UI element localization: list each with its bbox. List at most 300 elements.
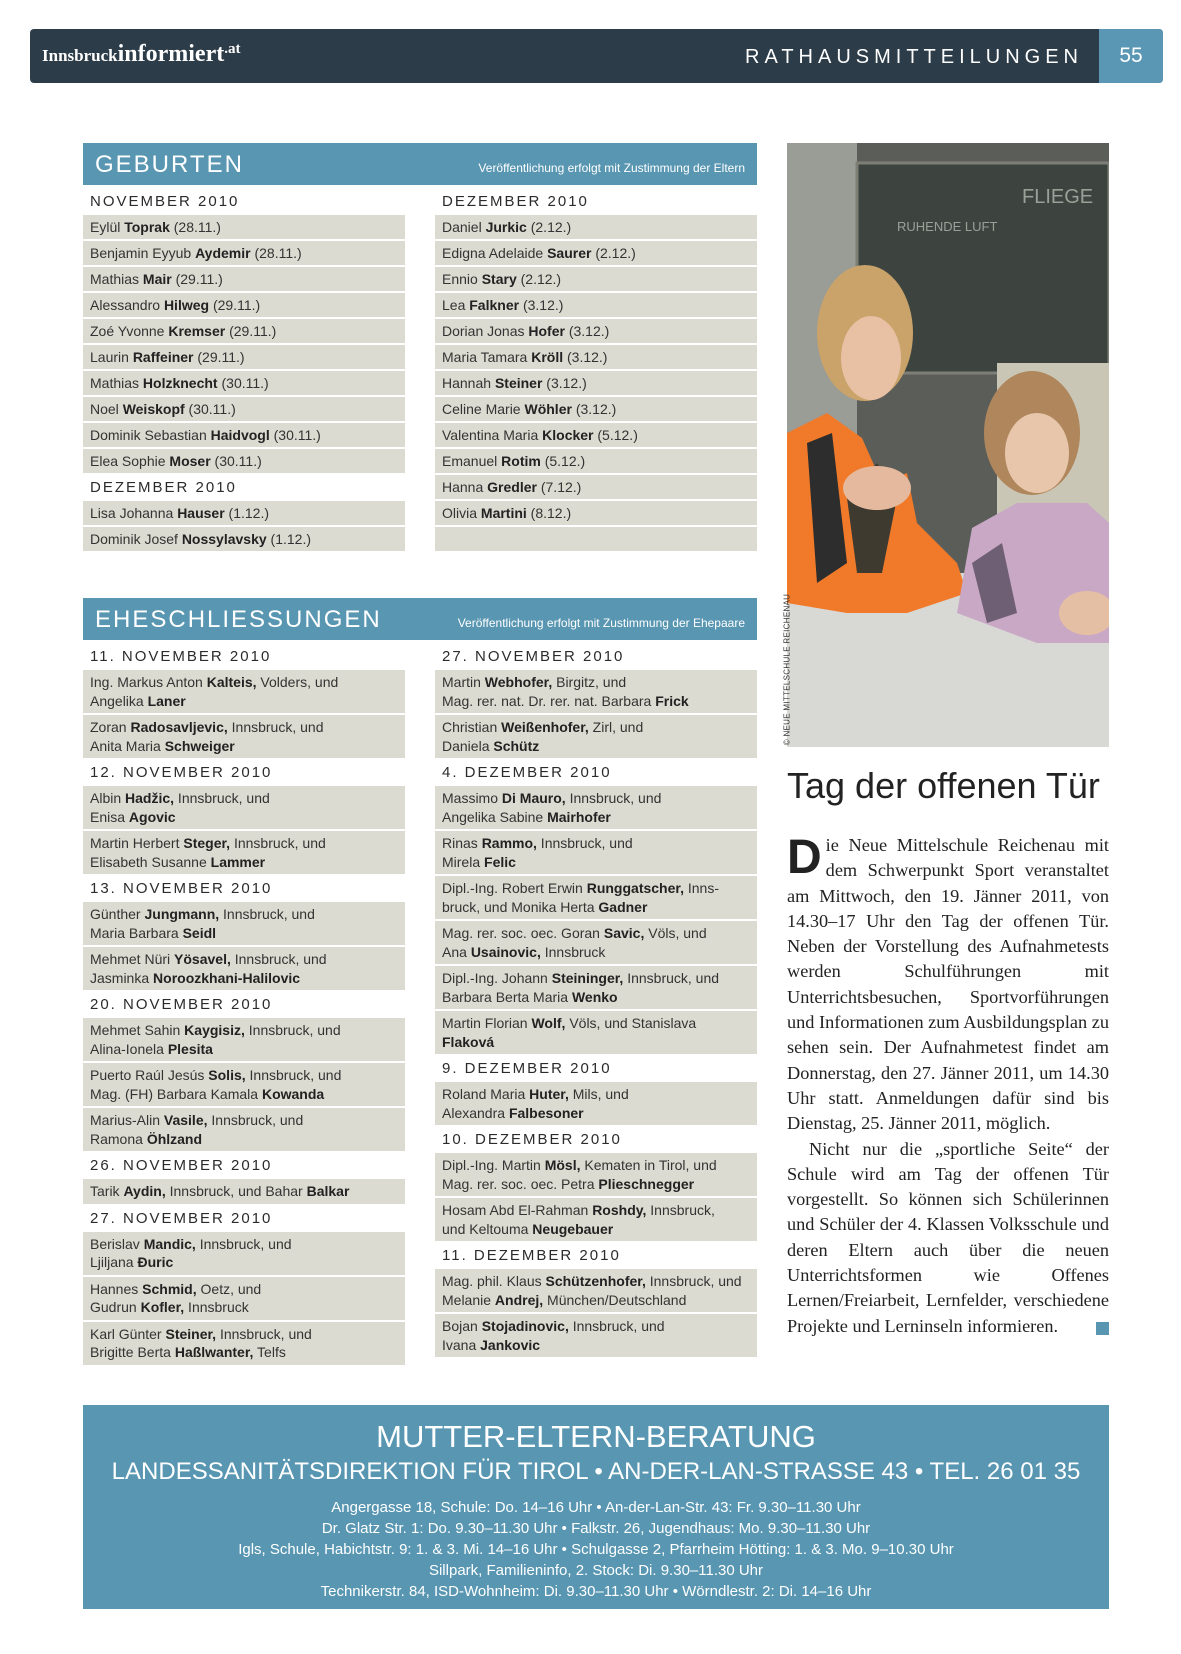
marriage-line	[442, 692, 751, 711]
marriage-line	[90, 834, 399, 853]
name-text: Birgitz, und	[552, 674, 627, 690]
given-names: Daniel	[442, 219, 486, 235]
surname: Hauser	[177, 505, 225, 521]
surname: Hilweg	[163, 297, 210, 313]
date-heading: 11. NOVEMBER 2010	[90, 648, 272, 665]
date-heading: 27. NOVEMBER 2010	[90, 1209, 273, 1227]
name-text: Innsbruck	[184, 1299, 249, 1315]
geburten-note: Veröffentlichung erfolgt mit Zustimmung der Eltern	[478, 161, 745, 175]
marriage-entry	[83, 670, 405, 713]
name-text: Daniela	[442, 737, 494, 754]
surname: Kaygisiz,	[184, 1022, 245, 1038]
surname: Felic	[484, 853, 516, 870]
birth-date: (3.12.)	[564, 323, 610, 339]
given-names: Edigna Adelaide	[442, 245, 548, 261]
marriage-line	[442, 834, 751, 853]
surname: Öhlzand	[146, 1130, 203, 1147]
given-names: Noel	[90, 401, 123, 417]
surname: Steger,	[183, 835, 231, 851]
name-text: Mirela	[442, 853, 485, 870]
name-text: Barbara Berta Maria	[442, 988, 572, 1005]
given-names: Emanuel	[442, 453, 502, 469]
birth-entry	[83, 345, 405, 369]
surname: Mair	[142, 271, 172, 287]
marriage-entry	[83, 1179, 405, 1204]
birth-date: (28.11.)	[169, 219, 221, 235]
surname: Kremser	[168, 323, 226, 339]
article-paragraph-2	[787, 1137, 1109, 1339]
date-heading: DEZEMBER 2010	[90, 479, 237, 496]
name-text: Ivana	[442, 1336, 481, 1353]
surname: Steininger,	[551, 970, 624, 986]
name-text: Gudrun	[90, 1299, 141, 1315]
birth-entry	[83, 267, 405, 291]
ehe-right-column	[435, 644, 757, 1359]
surname: Flaková	[442, 1033, 495, 1050]
name-text: Innsbruck, und	[565, 790, 662, 806]
name-text: Christian	[442, 719, 502, 735]
name-text: Zoran	[90, 719, 131, 735]
name-text: Martin	[442, 674, 485, 690]
given-names: Maria Tamara	[442, 349, 532, 365]
name-text: Inns-	[683, 880, 719, 896]
birth-entry	[435, 215, 757, 239]
birth-entry	[435, 449, 757, 473]
surname: Martini	[480, 505, 527, 521]
marriage-line	[90, 853, 399, 872]
name-text: Ing. Markus Anton	[90, 674, 207, 690]
surname: Balkar	[306, 1183, 350, 1199]
marriage-line	[442, 1317, 751, 1336]
marriage-entry	[435, 1011, 757, 1054]
section-title: RATHAUSMITTEILUNGEN	[745, 46, 1083, 68]
date-heading: 13. NOVEMBER 2010	[90, 880, 273, 897]
surname: Jankovic	[480, 1336, 541, 1353]
geburten-left-column	[83, 189, 405, 553]
birth-entry	[435, 241, 757, 265]
surname: Schütz	[493, 737, 540, 754]
marriage-entry	[435, 1198, 757, 1241]
name-text: Alina-Ionela	[90, 1040, 168, 1057]
marriage-entry	[435, 1314, 757, 1357]
article-text-1: ie Neue Mittelschule Reichenau mit dem Schwerpunkt Sport veranstaltet am Mittwoch, den 19. Jänner 2011, von 14.30–17 Uhr den Tag der offenen Tür. Neben der Vorstellung des Aufnahmetests werden Schulführungen mit Unterrichtsbesuchen, Sportvorführungen und Informationen zum Ausbildungsplan zu sehen sein. Der Aufnahmetest findet am Donnerstag, den 27. Jänner 2011, um 14.30 Uhr statt. Anmeldungen dafür sind bis Dienstag, 25. Jänner 2011, möglich.	[787, 835, 1109, 1134]
article-text-2: Nicht nur die „sportliche Seite“ der Schule wird am Tag der offenen Tür vorgestellt. So können sich Schülerinnen und Schüler der 4. Klassen Volksschule und deren Eltern auch über die neuen Unterrichtsformen wie Offenes Lernen/Freiarbeit, Lernfelder, verschiedene Projekte und Lerninseln informieren.	[787, 1138, 1109, 1336]
name-text: Brigitte Berta	[90, 1344, 175, 1360]
given-names: Mathias	[90, 271, 143, 287]
name-text: Dipl.-Ing. Robert Erwin	[442, 880, 587, 896]
school-photo	[787, 143, 1109, 747]
marriage-entry	[435, 1269, 757, 1312]
surname: Stojadinovic,	[481, 1318, 569, 1334]
birth-date: (2.12.)	[516, 271, 562, 287]
name-text: Völs, und	[644, 925, 707, 941]
birth-entry	[435, 293, 757, 317]
marriage-line	[442, 1033, 751, 1052]
mutter-title: MUTTER-ELTERN-BERATUNG	[376, 1419, 816, 1454]
date-heading: 9. DEZEMBER 2010	[442, 1060, 612, 1077]
name-text: Zirl, und	[588, 719, 644, 735]
marriage-line	[442, 1175, 751, 1194]
marriage-line	[90, 789, 399, 808]
birth-entry	[83, 319, 405, 343]
mutter-lines	[83, 1497, 1109, 1602]
marriage-entry	[83, 1322, 405, 1365]
surname: Aydin,	[123, 1183, 166, 1199]
name-text: Innsbruck, und	[568, 1318, 665, 1334]
article-body	[787, 833, 1109, 1339]
marriage-line	[90, 718, 399, 737]
marriage-entry	[435, 966, 757, 1009]
ehe-title: EHESCHLIESSUNGEN	[95, 606, 382, 633]
surname: Falbesoner	[508, 1104, 584, 1121]
given-names: Benjamin Eyyub	[90, 245, 196, 261]
marriage-line	[90, 1040, 399, 1059]
surname: Mairhofer	[547, 808, 611, 825]
birth-entry	[435, 423, 757, 447]
marriage-entry	[435, 921, 757, 964]
photo-illustration	[787, 143, 1109, 747]
birth-date: (30.11.)	[210, 453, 262, 469]
marriage-line	[442, 1291, 751, 1310]
name-text: Innsbruck, und	[623, 970, 720, 986]
article-paragraph-1	[787, 833, 1109, 1137]
mutter-line: Dr. Glatz Str. 1: Do. 9.30–11.30 Uhr • Falkstr. 26, Jugendhaus: Mo. 9.30–11.30 Uhr	[321, 1520, 871, 1537]
given-names: Olivia	[442, 505, 481, 521]
ehe-note: Veröffentlichung erfolgt mit Zustimmung der Ehepaare	[457, 616, 745, 630]
birth-date: (2.12.)	[591, 245, 636, 261]
birth-date: (28.11.)	[250, 245, 302, 261]
surname: Haidvogl	[210, 427, 270, 443]
surname: Lammer	[210, 853, 266, 870]
marriage-line	[442, 808, 751, 827]
marriage-entry	[83, 1018, 405, 1061]
marriage-line	[442, 1201, 751, 1220]
surname: Ðuric	[137, 1254, 174, 1270]
header-bar	[30, 29, 1163, 83]
name-text: Berislav	[90, 1235, 144, 1252]
marriage-line	[90, 1235, 399, 1254]
name-text: Oetz, und	[196, 1280, 262, 1297]
marriage-entry	[83, 947, 405, 990]
name-text: Telfs	[253, 1344, 286, 1360]
surname: Radosavljevic,	[130, 719, 228, 735]
surname: Gredler	[487, 479, 537, 495]
name-text: Innsbruck, und	[244, 1022, 341, 1038]
marriage-entry	[83, 1063, 405, 1106]
name-text: Tarik	[90, 1183, 124, 1199]
birth-date: (29.11.)	[171, 271, 223, 287]
name-text: Volders, und	[256, 674, 339, 690]
name-text: Marius-Alin	[90, 1112, 164, 1128]
birth-date: (2.12.)	[526, 219, 572, 235]
surname: Webhofer,	[484, 674, 553, 690]
surname: Rotim	[501, 453, 541, 469]
logo-part-innsbruck: Innsbruck	[42, 46, 118, 65]
surname: Huter,	[529, 1086, 569, 1102]
name-text: Ramona	[90, 1130, 147, 1147]
birth-date: (3.12.)	[563, 349, 608, 365]
birth-entry	[83, 501, 405, 525]
name-text: Innsbruck, und	[219, 906, 315, 922]
name-text: Mag. phil. Klaus	[442, 1273, 546, 1289]
name-text: Innsbruck, und	[227, 719, 324, 735]
date-heading: 10. DEZEMBER 2010	[442, 1131, 622, 1148]
birth-date: (3.12.)	[571, 401, 617, 417]
birth-entry	[435, 371, 757, 395]
name-text: Kematen in Tirol, und	[580, 1157, 717, 1173]
date-heading: 12. NOVEMBER 2010	[90, 764, 273, 781]
marriage-line	[442, 969, 751, 988]
date-heading: 26. NOVEMBER 2010	[90, 1157, 273, 1174]
surname: Wolf,	[531, 1015, 566, 1031]
birth-entry	[435, 319, 757, 343]
marriage-line	[442, 673, 751, 692]
date-heading: 4. DEZEMBER 2010	[442, 764, 612, 781]
birth-entry	[435, 501, 757, 525]
name-text: Jasminka	[90, 969, 154, 986]
logo	[42, 41, 240, 68]
surname: Plieschnegger	[598, 1175, 695, 1192]
dropcap: D	[787, 831, 822, 884]
surname: Savic,	[603, 925, 645, 941]
surname: Rammo,	[481, 835, 537, 851]
name-text: Albin	[90, 790, 126, 806]
name-text: Innsbruck, und	[645, 1273, 742, 1289]
board-text-ruhende-luft: RUHENDE LUFT	[897, 219, 998, 234]
marriage-line	[442, 1156, 751, 1175]
birth-date: (30.11.)	[184, 401, 236, 417]
logo-part-at: .at	[224, 41, 241, 57]
marriage-line	[442, 924, 751, 943]
photo-credit-text: © NEUE MITTELSCHULE REICHENAU	[782, 593, 792, 746]
name-text: Martin Herbert	[90, 835, 184, 851]
birth-entry	[83, 215, 405, 239]
surname: Runggatscher,	[586, 880, 684, 896]
name-text: Puerto Raúl Jesús	[90, 1067, 209, 1083]
given-names: Dominik Sebastian	[90, 427, 211, 443]
ehe-header	[83, 598, 757, 640]
name-text: Dipl.-Ing. Martin	[442, 1157, 545, 1173]
name-text: Günther	[90, 906, 145, 922]
marriage-line	[442, 943, 751, 962]
given-names: Lisa Johanna	[90, 505, 178, 521]
marriage-entry	[435, 715, 757, 758]
name-text: Hannes	[90, 1280, 143, 1297]
marriage-line	[442, 988, 751, 1007]
name-text: Mag. (FH) Barbara Kamala	[90, 1085, 262, 1102]
birth-entry	[435, 345, 757, 369]
marriage-entry	[83, 786, 405, 829]
name-text: Mag. rer. soc. oec. Petra	[442, 1175, 599, 1192]
surname: Schmid,	[142, 1280, 197, 1297]
birth-entry	[83, 241, 405, 265]
marriage-line	[90, 1085, 399, 1104]
end-mark-icon	[1096, 1322, 1109, 1335]
article-title: Tag der offenen Tür	[787, 765, 1100, 806]
birth-date: (29.11.)	[225, 323, 277, 339]
birth-date: (30.11.)	[269, 427, 321, 443]
name-text: Maria Barbara	[90, 924, 183, 941]
surname: Kowanda	[261, 1085, 325, 1102]
birth-entry	[83, 423, 405, 447]
name-text: Ljiljana	[90, 1254, 138, 1270]
name-text: München/Deutschland	[543, 1291, 687, 1308]
marriage-line	[90, 1253, 399, 1272]
surname: Usainovic,	[470, 943, 541, 960]
date-heading: NOVEMBER 2010	[90, 193, 240, 210]
surname: Vasile,	[163, 1112, 208, 1128]
surname: Seidl	[182, 924, 217, 941]
marriage-entry	[435, 1082, 757, 1125]
given-names: Elea Sophie	[90, 453, 170, 469]
birth-entry	[83, 397, 405, 421]
name-text: Rinas	[442, 835, 482, 851]
marriage-line	[90, 950, 399, 969]
marriage-line	[442, 1336, 751, 1355]
birth-date: (3.12.)	[542, 375, 587, 391]
surname: Toprak	[124, 219, 170, 235]
birth-entry	[83, 371, 405, 395]
name-text: Anita Maria	[90, 737, 165, 754]
name-text: Elisabeth Susanne	[90, 853, 211, 870]
marriage-line	[442, 1014, 751, 1033]
marriage-line	[90, 1130, 399, 1149]
birth-entry	[435, 397, 757, 421]
date-heading: 20. NOVEMBER 2010	[90, 996, 273, 1013]
birth-date: (29.11.)	[193, 349, 245, 365]
marriage-entry	[83, 715, 405, 758]
mutter-subtitle: LANDESSANITÄTSDIREKTION FÜR TIROL • AN-DER-LAN-STRASSE 43 • TEL. 26 01 35	[111, 1458, 1081, 1485]
name-text: Roland Maria	[442, 1086, 530, 1102]
marriage-line	[442, 1085, 751, 1104]
name-text: Hosam Abd El-Rahman	[442, 1202, 593, 1218]
geburten-title: GEBURTEN	[95, 151, 244, 178]
name-text: Innsbruck, und	[536, 835, 633, 851]
photo-credit	[771, 593, 792, 746]
birth-date: (7.12.)	[536, 479, 582, 495]
surname: Holzknecht	[142, 375, 218, 391]
name-text: Melanie	[442, 1291, 495, 1308]
given-names: Lea	[442, 297, 470, 313]
name-text: Innsbruck, und	[230, 835, 326, 851]
given-names: Celine Marie	[442, 401, 525, 417]
name-text: Innsbruck,	[646, 1202, 715, 1218]
given-names: Eylül	[90, 219, 125, 235]
marriage-line	[90, 673, 399, 692]
given-names: Alessandro	[90, 297, 164, 313]
board-text-fliege: FLIEGE	[1022, 186, 1094, 208]
given-names: Hanna	[442, 479, 488, 495]
mutter-line: Angergasse 18, Schule: Do. 14–16 Uhr • An-der-Lan-Str. 43: Fr. 9.30–11.30 Uhr	[331, 1499, 861, 1516]
given-names: Ennio	[442, 271, 482, 287]
marriage-line	[442, 789, 751, 808]
name-text: Innsbruck	[540, 943, 606, 960]
surname: Di Mauro,	[501, 790, 566, 806]
birth-date: (3.12.)	[519, 297, 564, 313]
marriage-entry	[83, 902, 405, 945]
surname: Wenko	[571, 988, 618, 1005]
marriage-line	[442, 1272, 751, 1291]
mutter-line: Igls, Schule, Habichtstr. 9: 1. & 3. Mi. 14–16 Uhr • Schulgasse 2, Pfarrheim Hötting: 1. & 3. Mo. 9–10.30 Uhr	[238, 1541, 954, 1558]
marriage-line	[90, 905, 399, 924]
surname: Jungmann,	[144, 906, 220, 922]
ehe-left-column	[83, 644, 405, 1367]
surname: Jurkic	[485, 219, 527, 235]
surname: Raffeiner	[132, 349, 194, 365]
surname: Haßlwanter,	[174, 1344, 254, 1360]
given-names: Mathias	[90, 375, 143, 391]
marriage-line	[90, 1066, 399, 1085]
name-text: Karl Günter	[90, 1325, 166, 1342]
marriage-line	[90, 1182, 399, 1201]
marriage-entry	[83, 1277, 405, 1320]
date-heading: DEZEMBER 2010	[442, 193, 589, 210]
name-text: Innsbruck, und Bahar	[165, 1183, 307, 1199]
marriage-line	[90, 1111, 399, 1130]
birth-entry	[83, 527, 405, 551]
birth-entry	[435, 475, 757, 499]
logo-part-informiert: informiert	[117, 41, 225, 67]
geburten-header	[83, 143, 757, 185]
surname: Gadner	[598, 898, 648, 915]
surname: Hadžic,	[125, 790, 175, 806]
marriage-line	[90, 1280, 399, 1299]
surname: Mösl,	[544, 1157, 581, 1173]
marriage-line	[90, 1021, 399, 1040]
name-text: Mag. rer. nat. Dr. rer. nat. Barbara	[442, 692, 656, 709]
mutter-line: Technikerstr. 84, ISD-Wohnheim: Di. 9.30–11.30 Uhr • Wörndlestr. 2: Di. 14–16 Uhr	[320, 1583, 872, 1600]
marriage-line	[442, 879, 751, 898]
surname: Neugebauer	[532, 1220, 614, 1237]
name-text: Enisa	[90, 808, 129, 825]
birth-date: (8.12.)	[526, 505, 572, 521]
surname: Hofer	[528, 323, 565, 339]
marriage-line	[442, 853, 751, 872]
birth-date: (1.12.)	[266, 531, 312, 547]
date-heading: 11. DEZEMBER 2010	[442, 1247, 621, 1264]
mutter-line: Sillpark, Familieninfo, 2. Stock: Di. 9.30–11.30 Uhr	[428, 1562, 764, 1579]
name-text: Völs, und Stanislava	[565, 1015, 697, 1031]
surname: Agovic	[128, 808, 176, 825]
surname: Steiner,	[165, 1325, 217, 1342]
given-names: Valentina Maria	[442, 427, 543, 443]
name-text: Innsbruck, und	[230, 951, 327, 967]
given-names: Dorian Jonas	[442, 323, 529, 339]
surname: Yösavel,	[174, 951, 231, 967]
name-text: Ana	[442, 943, 471, 960]
name-text: Angelika Sabine	[442, 808, 548, 825]
birth-entry-empty	[435, 527, 757, 551]
marriage-line	[90, 737, 399, 756]
marriage-entry	[435, 1153, 757, 1196]
surname: Schweiger	[164, 737, 235, 754]
marriage-line	[90, 924, 399, 943]
marriage-line	[442, 1220, 751, 1239]
surname: Kalteis,	[206, 674, 257, 690]
marriage-line	[442, 1104, 751, 1123]
surname: Falkner	[469, 297, 520, 313]
surname: Weiskopf	[122, 401, 185, 417]
name-text: Innsbruck, und	[245, 1067, 342, 1083]
name-text: Innsbruck, und	[207, 1112, 304, 1128]
surname: Weißenhofer,	[501, 719, 589, 735]
date-heading: 27. NOVEMBER 2010	[442, 648, 625, 665]
surname: Andrej,	[494, 1291, 544, 1308]
given-names: Dominik Josef	[90, 531, 182, 547]
birth-entry	[83, 293, 405, 317]
surname: Kröll	[531, 349, 564, 365]
marriage-line	[90, 1343, 399, 1362]
